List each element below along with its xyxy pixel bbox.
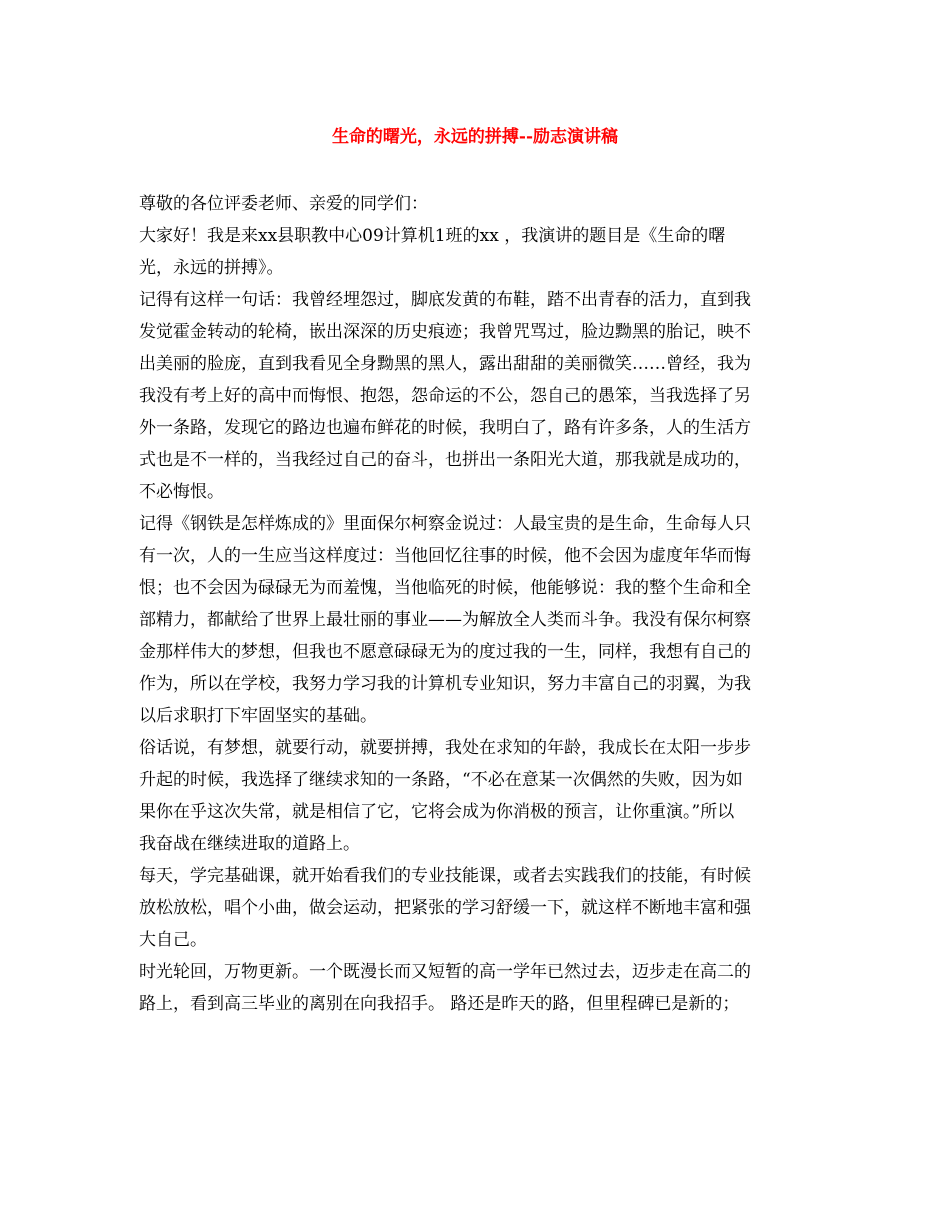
text-line: 放松放松，唱个小曲，做会运动，把紧张的学习舒缓一下，就这样不断地丰富和强 [139, 898, 751, 918]
text-line: 尊敬的各位评委老师、亲爱的同学们： [139, 194, 428, 214]
text-line: 路上，看到高三毕业的离别在向我招手。 路还是昨天的路，但里程碑已是新的； [139, 994, 740, 1014]
text-line: 出美丽的脸庞，直到我看见全身黝黑的黑人，露出甜甜的美丽微笑……曾经，我为 [139, 354, 751, 374]
paragraph-salutation [139, 188, 814, 220]
text-line: 升起的时候，我选择了继续求知的一条路，“不必在意某一次偶然的失败，因为如 [139, 770, 743, 790]
paragraph-body [139, 860, 814, 956]
text-line: 发觉霍金转动的轮椅，嵌出深深的历史痕迹；我曾咒骂过，脸边黝黑的胎记，映不 [139, 322, 751, 342]
text-line: 时光轮回，万物更新。一个既漫长而又短暂的高一学年已然过去，迈步走在高二的 [139, 962, 751, 982]
text-line: 金那样伟大的梦想，但我也不愿意碌碌无为的度过我的一生，同样，我想有自己的 [139, 642, 751, 662]
text-line: 每天，学完基础课，就开始看我们的专业技能课，或者去实践我们的技能，有时候 [139, 866, 751, 886]
text-line: 大自己。 [139, 930, 207, 950]
text-line: 有一次，人的一生应当这样度过：当他回忆往事的时候，他不会因为虚度年华而悔 [139, 546, 751, 566]
paragraph-body [139, 956, 814, 1020]
paragraph-body [139, 284, 814, 508]
text-line: 外一条路，发现它的路边也遍布鲜花的时候，我明白了，路有许多条，人的生活方 [139, 418, 751, 438]
paragraph-body [139, 732, 814, 860]
text-line: 不必悔恨。 [139, 482, 224, 502]
text-line: 作为，所以在学校，我努力学习我的计算机专业知识，努力丰富自己的羽翼，为我 [139, 674, 751, 694]
text-line: 俗话说，有梦想，就要行动，就要拼搏，我处在求知的年龄，我成长在太阳一步步 [139, 738, 751, 758]
paragraph-body [139, 508, 814, 732]
text-line: 光，永远的拼搏》。 [139, 258, 284, 278]
document-body [139, 188, 814, 1020]
text-line: 记得有这样一句话：我曾经埋怨过，脚底发黄的布鞋，踏不出青春的活力，直到我 [139, 290, 751, 310]
text-line: 部精力，都献给了世界上最壮丽的事业——为解放全人类而斗争。我没有保尔柯察 [139, 610, 751, 630]
document-title: 生命的曙光，永远的拼搏--励志演讲稿 [331, 127, 619, 147]
text-line: 恨；也不会因为碌碌无为而羞愧，当他临死的时候，他能够说：我的整个生命和全 [139, 578, 751, 598]
text-line: 大家好！我是来xx县职教中心09计算机1班的xx ，我演讲的题目是《生命的曙 [139, 226, 726, 246]
paragraph-introduction [139, 220, 814, 284]
text-line: 我没有考上好的高中而悔恨、抱怨，怨命运的不公，怨自己的愚笨，当我选择了另 [139, 386, 751, 406]
text-line: 式也是不一样的，当我经过自己的奋斗，也拼出一条阳光大道，那我就是成功的， [139, 450, 751, 470]
text-line: 我奋战在继续进取的道路上。 [139, 834, 360, 854]
text-line: 以后求职打下牢固坚实的基础。 [139, 706, 377, 726]
text-line: 果你在乎这次失常，就是相信了它，它将会成为你消极的预言，让你重演。”所以 [139, 802, 735, 822]
text-line: 记得《钢铁是怎样炼成的》里面保尔柯察金说过：人最宝贵的是生命，生命每人只 [139, 514, 751, 534]
